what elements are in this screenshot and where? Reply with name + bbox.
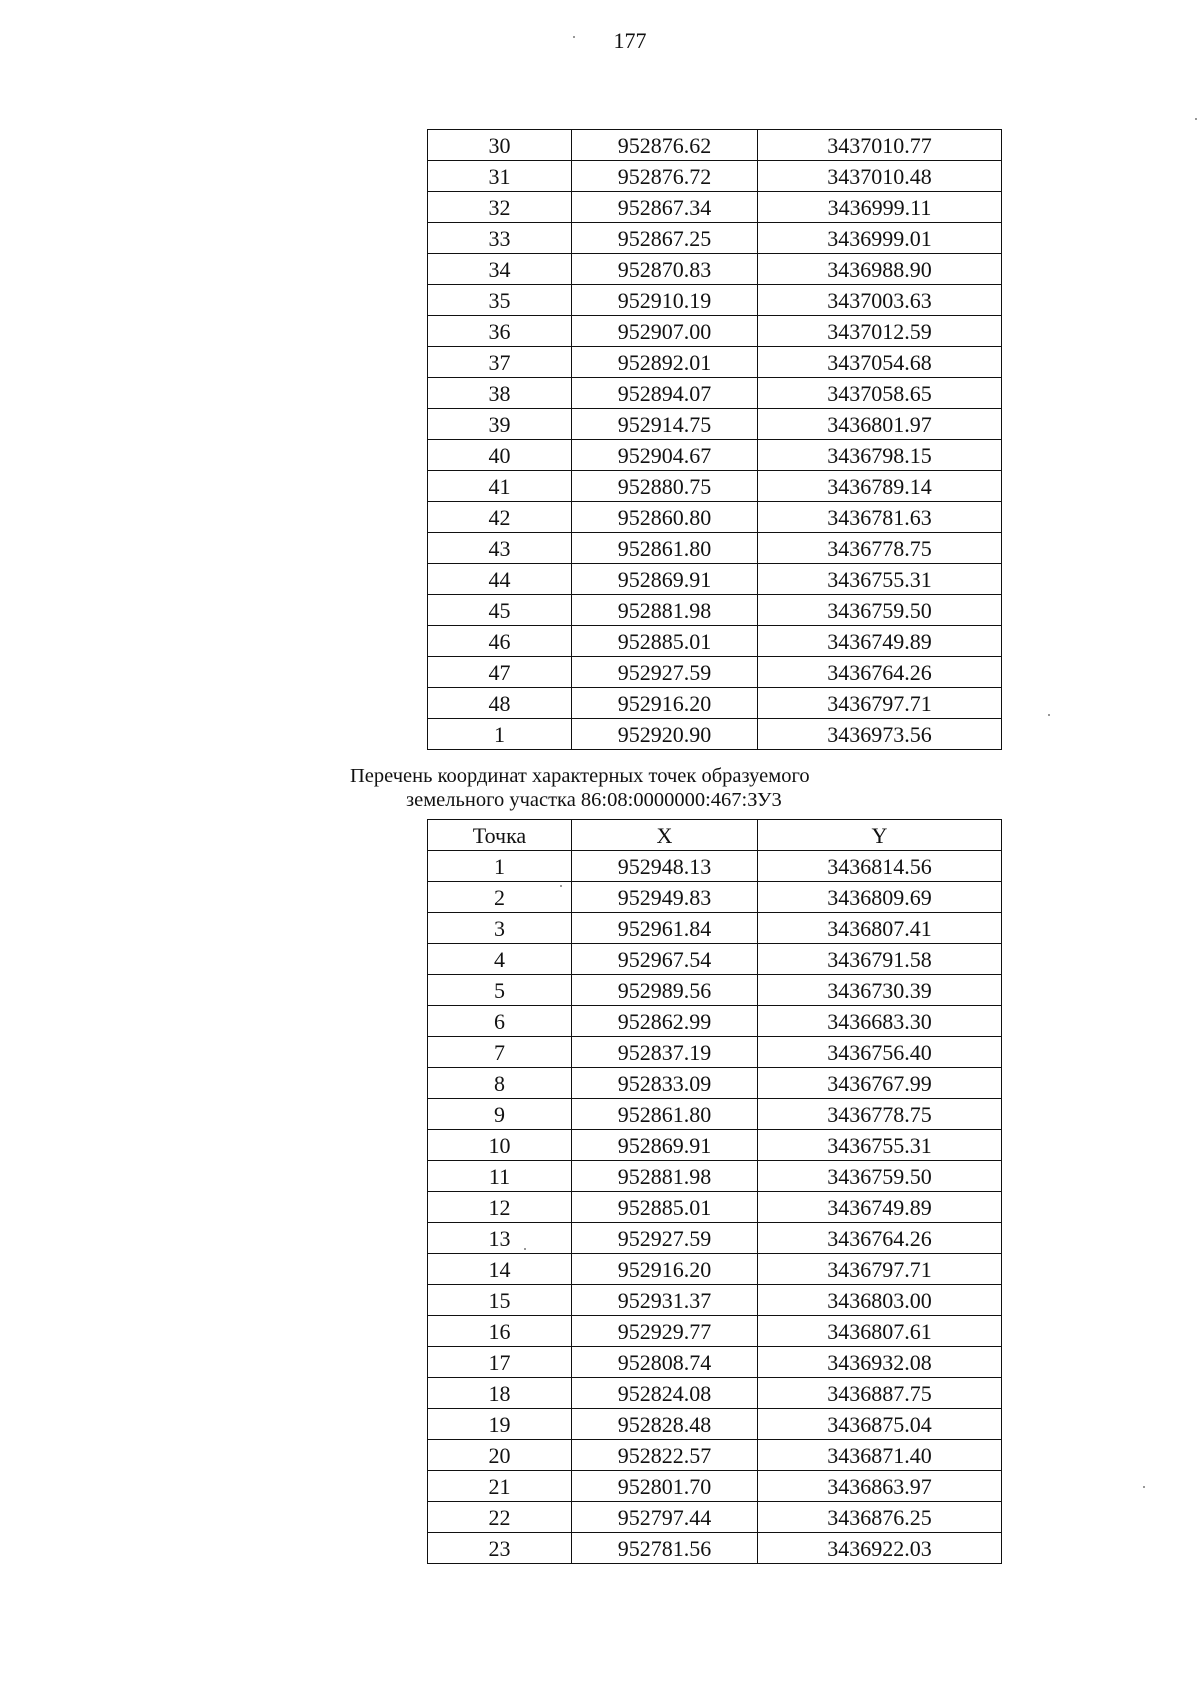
point-number-cell: 19 xyxy=(428,1409,572,1440)
point-number-cell: 12 xyxy=(428,1192,572,1223)
y-coordinate-cell: 3436797.71 xyxy=(758,1254,1002,1285)
point-number-cell: 36 xyxy=(428,316,572,347)
y-coordinate-cell: 3436871.40 xyxy=(758,1440,1002,1471)
y-coordinate-cell: 3437012.59 xyxy=(758,316,1002,347)
table-row xyxy=(428,192,1002,223)
table-row xyxy=(428,626,1002,657)
point-number-cell: 8 xyxy=(428,1068,572,1099)
x-coordinate-cell: 952860.80 xyxy=(572,502,758,533)
x-coordinate-cell: 952907.00 xyxy=(572,316,758,347)
scan-speck xyxy=(1195,118,1197,120)
x-coordinate-cell: 952931.37 xyxy=(572,1285,758,1316)
y-coordinate-cell: 3436756.40 xyxy=(758,1037,1002,1068)
y-coordinate-cell: 3436797.71 xyxy=(758,688,1002,719)
point-number-cell: 5 xyxy=(428,975,572,1006)
table-row xyxy=(428,1316,1002,1347)
y-coordinate-cell: 3436988.90 xyxy=(758,254,1002,285)
x-coordinate-cell: 952914.75 xyxy=(572,409,758,440)
point-number-cell: 41 xyxy=(428,471,572,502)
point-number-cell: 1 xyxy=(428,719,572,750)
point-number-cell: 13 xyxy=(428,1223,572,1254)
point-number-cell: 45 xyxy=(428,595,572,626)
y-coordinate-cell: 3436801.97 xyxy=(758,409,1002,440)
x-coordinate-cell: 952894.07 xyxy=(572,378,758,409)
table-row xyxy=(428,316,1002,347)
point-number-cell: 48 xyxy=(428,688,572,719)
y-coordinate-cell: 3436803.00 xyxy=(758,1285,1002,1316)
point-number-cell: 44 xyxy=(428,564,572,595)
y-coordinate-cell: 3436749.89 xyxy=(758,626,1002,657)
x-coordinate-cell: 952904.67 xyxy=(572,440,758,471)
x-coordinate-cell: 952833.09 xyxy=(572,1068,758,1099)
y-coordinate-cell: 3436683.30 xyxy=(758,1006,1002,1037)
point-number-cell: 35 xyxy=(428,285,572,316)
point-number-cell: 7 xyxy=(428,1037,572,1068)
y-coordinate-cell: 3436875.04 xyxy=(758,1409,1002,1440)
scan-speck xyxy=(1048,714,1050,716)
table-row xyxy=(428,1223,1002,1254)
table-row xyxy=(428,378,1002,409)
point-number-cell: 18 xyxy=(428,1378,572,1409)
table-row xyxy=(428,1161,1002,1192)
table-row xyxy=(428,719,1002,750)
x-coordinate-cell: 952867.25 xyxy=(572,223,758,254)
table-row xyxy=(428,1068,1002,1099)
table-row xyxy=(428,347,1002,378)
point-number-cell: 10 xyxy=(428,1130,572,1161)
y-coordinate-cell: 3436999.11 xyxy=(758,192,1002,223)
point-number-cell: 34 xyxy=(428,254,572,285)
table-row xyxy=(428,1533,1002,1564)
table-row xyxy=(428,533,1002,564)
x-coordinate-cell: 952876.72 xyxy=(572,161,758,192)
point-number-cell: 42 xyxy=(428,502,572,533)
y-coordinate-cell: 3436809.69 xyxy=(758,882,1002,913)
table-row xyxy=(428,1006,1002,1037)
y-coordinate-cell: 3436973.56 xyxy=(758,719,1002,750)
x-coordinate-cell: 952927.59 xyxy=(572,657,758,688)
y-coordinate-cell: 3436764.26 xyxy=(758,657,1002,688)
x-coordinate-cell: 952927.59 xyxy=(572,1223,758,1254)
x-coordinate-cell: 952885.01 xyxy=(572,626,758,657)
y-coordinate-cell: 3436798.15 xyxy=(758,440,1002,471)
scan-speck xyxy=(1143,1486,1145,1488)
table-row xyxy=(428,564,1002,595)
table-row xyxy=(428,1285,1002,1316)
point-number-cell: 20 xyxy=(428,1440,572,1471)
y-coordinate-cell: 3436807.41 xyxy=(758,913,1002,944)
point-number-cell: 39 xyxy=(428,409,572,440)
point-number-cell: 47 xyxy=(428,657,572,688)
table-row xyxy=(428,595,1002,626)
table-row xyxy=(428,882,1002,913)
table-row xyxy=(428,1037,1002,1068)
y-coordinate-cell: 3436781.63 xyxy=(758,502,1002,533)
caption-line-1: Перечень координат характерных точек образуемого xyxy=(350,765,810,787)
point-number-cell: 43 xyxy=(428,533,572,564)
table-row xyxy=(428,1130,1002,1161)
y-coordinate-cell: 3436807.61 xyxy=(758,1316,1002,1347)
y-coordinate-cell: 3436755.31 xyxy=(758,1130,1002,1161)
point-number-cell: 21 xyxy=(428,1471,572,1502)
scan-speck xyxy=(573,36,575,38)
x-coordinate-cell: 952881.98 xyxy=(572,1161,758,1192)
point-number-cell: 46 xyxy=(428,626,572,657)
table-row xyxy=(428,688,1002,719)
scan-speck xyxy=(560,885,562,887)
table-row xyxy=(428,975,1002,1006)
y-coordinate-cell: 3436759.50 xyxy=(758,595,1002,626)
header-point: Точка xyxy=(428,820,572,851)
scan-speck xyxy=(524,1248,526,1250)
table-body xyxy=(428,851,1002,1564)
y-coordinate-cell: 3436767.99 xyxy=(758,1068,1002,1099)
y-coordinate-cell: 3437058.65 xyxy=(758,378,1002,409)
table-row xyxy=(428,1440,1002,1471)
table-row xyxy=(428,1347,1002,1378)
table-row xyxy=(428,471,1002,502)
y-coordinate-cell: 3436789.14 xyxy=(758,471,1002,502)
x-coordinate-cell: 952861.80 xyxy=(572,533,758,564)
y-coordinate-cell: 3436999.01 xyxy=(758,223,1002,254)
header-y: Y xyxy=(758,820,1002,851)
point-number-cell: 3 xyxy=(428,913,572,944)
table-row xyxy=(428,851,1002,882)
y-coordinate-cell: 3437010.48 xyxy=(758,161,1002,192)
y-coordinate-cell: 3436887.75 xyxy=(758,1378,1002,1409)
point-number-cell: 2 xyxy=(428,882,572,913)
point-number-cell: 16 xyxy=(428,1316,572,1347)
point-number-cell: 17 xyxy=(428,1347,572,1378)
x-coordinate-cell: 952797.44 xyxy=(572,1502,758,1533)
table-row xyxy=(428,657,1002,688)
y-coordinate-cell: 3436876.25 xyxy=(758,1502,1002,1533)
table-row xyxy=(428,1099,1002,1130)
y-coordinate-cell: 3436730.39 xyxy=(758,975,1002,1006)
table-body xyxy=(428,130,1002,750)
x-coordinate-cell: 952876.62 xyxy=(572,130,758,161)
x-coordinate-cell: 952824.08 xyxy=(572,1378,758,1409)
table-row xyxy=(428,1409,1002,1440)
coordinates-table xyxy=(427,819,1002,1564)
table-row xyxy=(428,1192,1002,1223)
table-row xyxy=(428,1254,1002,1285)
point-number-cell: 1 xyxy=(428,851,572,882)
point-number-cell: 33 xyxy=(428,223,572,254)
point-number-cell: 14 xyxy=(428,1254,572,1285)
x-coordinate-cell: 952808.74 xyxy=(572,1347,758,1378)
point-number-cell: 40 xyxy=(428,440,572,471)
caption-line-2: земельного участка 86:08:0000000:467:ЗУ3 xyxy=(406,789,782,811)
x-coordinate-cell: 952920.90 xyxy=(572,719,758,750)
y-coordinate-cell: 3436791.58 xyxy=(758,944,1002,975)
point-number-cell: 9 xyxy=(428,1099,572,1130)
table-row xyxy=(428,161,1002,192)
x-coordinate-cell: 952870.83 xyxy=(572,254,758,285)
y-coordinate-cell: 3437010.77 xyxy=(758,130,1002,161)
point-number-cell: 6 xyxy=(428,1006,572,1037)
y-coordinate-cell: 3436778.75 xyxy=(758,1099,1002,1130)
x-coordinate-cell: 952837.19 xyxy=(572,1037,758,1068)
x-coordinate-cell: 952862.99 xyxy=(572,1006,758,1037)
x-coordinate-cell: 952781.56 xyxy=(572,1533,758,1564)
x-coordinate-cell: 952881.98 xyxy=(572,595,758,626)
table-row xyxy=(428,1471,1002,1502)
table-row xyxy=(428,409,1002,440)
x-coordinate-cell: 952880.75 xyxy=(572,471,758,502)
x-coordinate-cell: 952867.34 xyxy=(572,192,758,223)
x-coordinate-cell: 952822.57 xyxy=(572,1440,758,1471)
table-row xyxy=(428,944,1002,975)
table-row xyxy=(428,440,1002,471)
header-x: X xyxy=(572,820,758,851)
y-coordinate-cell: 3436749.89 xyxy=(758,1192,1002,1223)
point-number-cell: 23 xyxy=(428,1533,572,1564)
table-row xyxy=(428,502,1002,533)
y-coordinate-cell: 3436922.03 xyxy=(758,1533,1002,1564)
x-coordinate-cell: 952967.54 xyxy=(572,944,758,975)
y-coordinate-cell: 3436759.50 xyxy=(758,1161,1002,1192)
table-row xyxy=(428,223,1002,254)
table-row xyxy=(428,254,1002,285)
x-coordinate-cell: 952861.80 xyxy=(572,1099,758,1130)
point-number-cell: 11 xyxy=(428,1161,572,1192)
y-coordinate-cell: 3436778.75 xyxy=(758,533,1002,564)
y-coordinate-cell: 3436863.97 xyxy=(758,1471,1002,1502)
point-number-cell: 15 xyxy=(428,1285,572,1316)
table-caption xyxy=(350,764,810,812)
x-coordinate-cell: 952892.01 xyxy=(572,347,758,378)
coordinates-table-continued xyxy=(427,129,1002,750)
y-coordinate-cell: 3437054.68 xyxy=(758,347,1002,378)
y-coordinate-cell: 3436755.31 xyxy=(758,564,1002,595)
table-row xyxy=(428,285,1002,316)
point-number-cell: 37 xyxy=(428,347,572,378)
table-header-row xyxy=(428,820,1002,851)
x-coordinate-cell: 952916.20 xyxy=(572,688,758,719)
page-number: 177 xyxy=(613,28,647,53)
x-coordinate-cell: 952885.01 xyxy=(572,1192,758,1223)
table-row xyxy=(428,913,1002,944)
table-row xyxy=(428,1378,1002,1409)
x-coordinate-cell: 952929.77 xyxy=(572,1316,758,1347)
x-coordinate-cell: 952869.91 xyxy=(572,564,758,595)
x-coordinate-cell: 952910.19 xyxy=(572,285,758,316)
y-coordinate-cell: 3436764.26 xyxy=(758,1223,1002,1254)
point-number-cell: 4 xyxy=(428,944,572,975)
x-coordinate-cell: 952948.13 xyxy=(572,851,758,882)
x-coordinate-cell: 952869.91 xyxy=(572,1130,758,1161)
x-coordinate-cell: 952989.56 xyxy=(572,975,758,1006)
point-number-cell: 32 xyxy=(428,192,572,223)
x-coordinate-cell: 952949.83 xyxy=(572,882,758,913)
point-number-cell: 31 xyxy=(428,161,572,192)
y-coordinate-cell: 3436932.08 xyxy=(758,1347,1002,1378)
table-row xyxy=(428,130,1002,161)
x-coordinate-cell: 952828.48 xyxy=(572,1409,758,1440)
x-coordinate-cell: 952916.20 xyxy=(572,1254,758,1285)
point-number-cell: 38 xyxy=(428,378,572,409)
point-number-cell: 22 xyxy=(428,1502,572,1533)
x-coordinate-cell: 952961.84 xyxy=(572,913,758,944)
point-number-cell: 30 xyxy=(428,130,572,161)
y-coordinate-cell: 3436814.56 xyxy=(758,851,1002,882)
y-coordinate-cell: 3437003.63 xyxy=(758,285,1002,316)
table-row xyxy=(428,1502,1002,1533)
x-coordinate-cell: 952801.70 xyxy=(572,1471,758,1502)
